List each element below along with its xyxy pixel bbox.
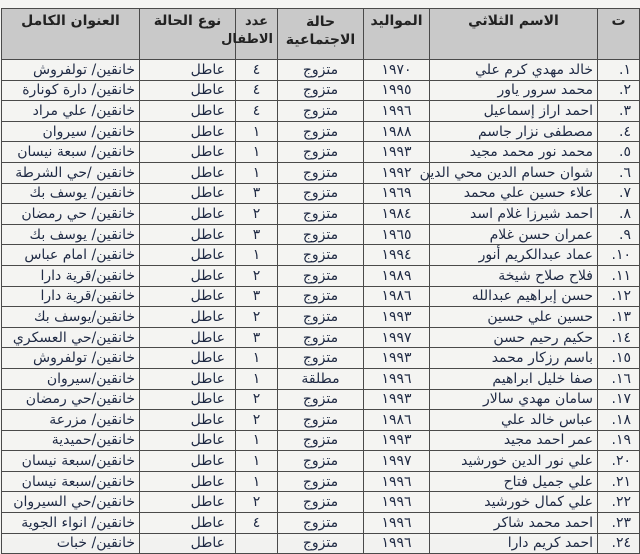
full-address-cell: خانقين/ سيروان — [2, 121, 140, 142]
table-row — [2, 162, 640, 183]
row-number-cell: ١٠. — [598, 245, 640, 266]
children-count-cell: ١ — [236, 245, 278, 266]
marital-status-cell: متزوج — [278, 410, 364, 431]
children-count-cell: ١ — [236, 471, 278, 492]
employment-status-cell: عاطل — [140, 60, 236, 81]
children-count-cell: ٤ — [236, 60, 278, 81]
full-name-cell: سامان مهدي سالار — [430, 389, 598, 410]
table-row — [2, 389, 640, 410]
header-status: نوع الحالة — [140, 9, 236, 60]
full-name-cell: حسين علي حسين — [430, 307, 598, 328]
table-row — [2, 142, 640, 163]
table-row — [2, 286, 640, 307]
marital-status-cell: متزوج — [278, 389, 364, 410]
employment-status-cell: عاطل — [140, 307, 236, 328]
employment-status-cell: عاطل — [140, 451, 236, 472]
table-row — [2, 204, 640, 225]
full-address-cell: خانقين/يوسف بك — [2, 307, 140, 328]
table-row — [2, 307, 640, 328]
full-address-cell: خانقين/ علي مراد — [2, 101, 140, 122]
full-address-cell: خانقين/حميدية — [2, 430, 140, 451]
full-address-cell: خانقين/سيروان — [2, 368, 140, 389]
row-number-cell: ٢٠. — [598, 451, 640, 472]
header-num: ت — [598, 9, 640, 60]
birth-year-cell: ١٩٧٠ — [364, 60, 430, 81]
row-number-cell: ١٧. — [598, 389, 640, 410]
header-birth: المواليد — [364, 9, 430, 60]
marital-status-cell: متزوج — [278, 286, 364, 307]
employment-status-cell: عاطل — [140, 492, 236, 513]
marital-status-cell: متزوج — [278, 121, 364, 142]
marital-status-cell: متزوج — [278, 307, 364, 328]
marital-status-cell: متزوج — [278, 451, 364, 472]
full-name-cell: احمد شيرزا غلام اسد — [430, 204, 598, 225]
table-row — [2, 533, 640, 554]
children-count-cell: ٣ — [236, 286, 278, 307]
birth-year-cell: ١٩٦٩ — [364, 183, 430, 204]
table-row — [2, 492, 640, 513]
employment-status-cell: عاطل — [140, 183, 236, 204]
birth-year-cell: ١٩٨٨ — [364, 121, 430, 142]
marital-status-cell: متزوج — [278, 348, 364, 369]
employment-status-cell: عاطل — [140, 162, 236, 183]
table-row — [2, 60, 640, 81]
children-count-cell: ٣ — [236, 327, 278, 348]
marital-status-cell: متزوج — [278, 60, 364, 81]
table-row — [2, 451, 640, 472]
table-row — [2, 513, 640, 534]
employment-status-cell: عاطل — [140, 533, 236, 554]
row-number-cell: ٥. — [598, 142, 640, 163]
full-address-cell: خانقين/قرية دارا — [2, 286, 140, 307]
employment-status-cell: عاطل — [140, 410, 236, 431]
row-number-cell: ٤. — [598, 121, 640, 142]
birth-year-cell: ١٩٩٣ — [364, 389, 430, 410]
children-count-cell: ٢ — [236, 492, 278, 513]
employment-status-cell: عاطل — [140, 204, 236, 225]
employment-status-cell: عاطل — [140, 368, 236, 389]
row-number-cell: ١٦. — [598, 368, 640, 389]
row-number-cell: ٢٢. — [598, 492, 640, 513]
full-address-cell: خانقين /حي الشرطة — [2, 162, 140, 183]
full-name-cell: حكيم رحيم حسن — [430, 327, 598, 348]
table-row — [2, 101, 640, 122]
birth-year-cell: ١٩٨٦ — [364, 286, 430, 307]
row-number-cell: ٦. — [598, 162, 640, 183]
table-row — [2, 265, 640, 286]
marital-status-cell: متزوج — [278, 265, 364, 286]
birth-year-cell: ١٩٩٦ — [364, 471, 430, 492]
full-address-cell: خانقين/ امام عباس — [2, 245, 140, 266]
full-name-cell: عمر احمد مجيد — [430, 430, 598, 451]
header-social: حالة الاجتماعية — [278, 9, 364, 60]
beneficiaries-table — [1, 8, 640, 554]
full-address-cell: خانقين/ تولفروش — [2, 60, 140, 81]
children-count-cell: ٢ — [236, 265, 278, 286]
children-count-cell: ١ — [236, 142, 278, 163]
birth-year-cell: ١٩٩٦ — [364, 368, 430, 389]
full-address-cell: خانقين/ سبعة نيسان — [2, 142, 140, 163]
birth-year-cell: ١٩٩٣ — [364, 348, 430, 369]
marital-status-cell: متزوج — [278, 204, 364, 225]
employment-status-cell: عاطل — [140, 224, 236, 245]
marital-status-cell: متزوج — [278, 245, 364, 266]
full-address-cell: خانقين/ يوسف بك — [2, 183, 140, 204]
marital-status-cell: متزوج — [278, 513, 364, 534]
birth-year-cell: ١٩٩٦ — [364, 101, 430, 122]
employment-status-cell: عاطل — [140, 430, 236, 451]
full-name-cell: خالد مهدي كرم علي — [430, 60, 598, 81]
children-count-cell: ٣ — [236, 183, 278, 204]
children-count-cell: ١ — [236, 121, 278, 142]
table-row — [2, 471, 640, 492]
row-number-cell: ١٥. — [598, 348, 640, 369]
marital-status-cell: متزوج — [278, 224, 364, 245]
full-name-cell: علي جميل فتاح — [430, 471, 598, 492]
children-count-cell: ٤ — [236, 513, 278, 534]
full-address-cell: خانقين/سبعة نيسان — [2, 451, 140, 472]
marital-status-cell: متزوج — [278, 142, 364, 163]
full-address-cell: خانقين/ تولفروش — [2, 348, 140, 369]
full-address-cell: خانقين/حي العسكري — [2, 327, 140, 348]
employment-status-cell: عاطل — [140, 245, 236, 266]
row-number-cell: ٢. — [598, 80, 640, 101]
children-count-cell: ٤ — [236, 80, 278, 101]
header-address: العنوان الكامل — [2, 9, 140, 60]
row-number-cell: ٣. — [598, 101, 640, 122]
full-address-cell: خانقين/ انواء الجوية — [2, 513, 140, 534]
birth-year-cell: ١٩٩٥ — [364, 80, 430, 101]
marital-status-cell: متزوج — [278, 101, 364, 122]
table-row — [2, 348, 640, 369]
table-row — [2, 80, 640, 101]
full-address-cell: خانقين/ خبات — [2, 533, 140, 554]
birth-year-cell: ١٩٩٣ — [364, 430, 430, 451]
birth-year-cell: ١٩٨٦ — [364, 410, 430, 431]
birth-year-cell: ١٩٩٤ — [364, 245, 430, 266]
children-count-cell: ١ — [236, 451, 278, 472]
row-number-cell: ١. — [598, 60, 640, 81]
full-name-cell: احمد اراز إسماعيل — [430, 101, 598, 122]
full-name-cell: محمد سرور ياور — [430, 80, 598, 101]
table-header-row — [2, 9, 640, 60]
marital-status-cell: متزوج — [278, 327, 364, 348]
full-name-cell: مصطفى نزار جاسم — [430, 121, 598, 142]
children-count-cell: ٢ — [236, 307, 278, 328]
children-count-cell: ٢ — [236, 389, 278, 410]
birth-year-cell: ١٩٩٢ — [364, 162, 430, 183]
row-number-cell: ٩. — [598, 224, 640, 245]
marital-status-cell: متزوج — [278, 162, 364, 183]
employment-status-cell: عاطل — [140, 80, 236, 101]
children-count-cell: ١ — [236, 162, 278, 183]
table-row — [2, 410, 640, 431]
children-count-cell: ١ — [236, 348, 278, 369]
birth-year-cell: ١٩٩٦ — [364, 533, 430, 554]
children-count-cell: ١ — [236, 430, 278, 451]
children-count-cell: ٣ — [236, 224, 278, 245]
header-kids: عدد الاطفال — [236, 9, 278, 60]
full-name-cell: عباس خالد علي — [430, 410, 598, 431]
marital-status-cell: متزوج — [278, 80, 364, 101]
row-number-cell: ١٨. — [598, 410, 640, 431]
birth-year-cell: ١٩٩٧ — [364, 327, 430, 348]
full-address-cell: خانقين/ مزرعة — [2, 410, 140, 431]
full-address-cell: خانقين/قرية دارا — [2, 265, 140, 286]
birth-year-cell: ١٩٩٣ — [364, 307, 430, 328]
full-address-cell: خانقين/ دارة كونارة — [2, 80, 140, 101]
employment-status-cell: عاطل — [140, 327, 236, 348]
table-row — [2, 224, 640, 245]
children-count-cell: ١ — [236, 368, 278, 389]
table-row — [2, 245, 640, 266]
full-address-cell: خانقين/حي رمضان — [2, 389, 140, 410]
header-name: الاسم الثلاثي — [430, 9, 598, 60]
full-name-cell: عماد عبدالكريم أنور — [430, 245, 598, 266]
row-number-cell: ١٣. — [598, 307, 640, 328]
full-name-cell: باسم رزكار محمد — [430, 348, 598, 369]
row-number-cell: ١٩. — [598, 430, 640, 451]
row-number-cell: ١٢. — [598, 286, 640, 307]
employment-status-cell: عاطل — [140, 389, 236, 410]
full-name-cell: محمد نور محمد مجيد — [430, 142, 598, 163]
full-address-cell: خانقين/سبعة نيسان — [2, 471, 140, 492]
row-number-cell: ٨. — [598, 204, 640, 225]
employment-status-cell: عاطل — [140, 121, 236, 142]
table-row — [2, 121, 640, 142]
marital-status-cell: متزوج — [278, 533, 364, 554]
birth-year-cell: ١٩٨٩ — [364, 265, 430, 286]
marital-status-cell: متزوج — [278, 492, 364, 513]
row-number-cell: ١١. — [598, 265, 640, 286]
full-name-cell: علي نور الدين خورشيد — [430, 451, 598, 472]
table-row — [2, 368, 640, 389]
employment-status-cell: عاطل — [140, 101, 236, 122]
full-address-cell: خانقين/ يوسف بك — [2, 224, 140, 245]
row-number-cell: ٢١. — [598, 471, 640, 492]
full-name-cell: شوان حسام الدين محي الدين — [430, 162, 598, 183]
children-count-cell: ٤ — [236, 101, 278, 122]
full-address-cell: خانقين/ حي رمضان — [2, 204, 140, 225]
employment-status-cell: عاطل — [140, 142, 236, 163]
marital-status-cell: متزوج — [278, 471, 364, 492]
birth-year-cell: ١٩٩٧ — [364, 451, 430, 472]
table-row — [2, 327, 640, 348]
birth-year-cell: ١٩٦٥ — [364, 224, 430, 245]
row-number-cell: ٧. — [598, 183, 640, 204]
row-number-cell: ٢٣. — [598, 513, 640, 534]
row-number-cell: ٢٤. — [598, 533, 640, 554]
birth-year-cell: ١٩٩٦ — [364, 492, 430, 513]
full-name-cell: فلاح صلاح شيخة — [430, 265, 598, 286]
marital-status-cell: مطلقة — [278, 368, 364, 389]
employment-status-cell: عاطل — [140, 471, 236, 492]
children-count-cell: ٢ — [236, 410, 278, 431]
birth-year-cell: ١٩٨٤ — [364, 204, 430, 225]
marital-status-cell: متزوج — [278, 183, 364, 204]
full-name-cell: صفا خليل ابراهيم — [430, 368, 598, 389]
full-name-cell: عمران حسن غلام — [430, 224, 598, 245]
full-name-cell: حسن إبراهيم عبدالله — [430, 286, 598, 307]
full-address-cell: خانقين/حي السيروان — [2, 492, 140, 513]
birth-year-cell: ١٩٩٦ — [364, 513, 430, 534]
full-name-cell: احمد محمد شاكر — [430, 513, 598, 534]
employment-status-cell: عاطل — [140, 286, 236, 307]
children-count-cell — [236, 533, 278, 554]
full-name-cell: احمد كريم دارا — [430, 533, 598, 554]
full-name-cell: علي كمال خورشيد — [430, 492, 598, 513]
children-count-cell: ٢ — [236, 204, 278, 225]
table-row — [2, 430, 640, 451]
employment-status-cell: عاطل — [140, 513, 236, 534]
table-row — [2, 183, 640, 204]
employment-status-cell: عاطل — [140, 348, 236, 369]
birth-year-cell: ١٩٩٣ — [364, 142, 430, 163]
full-name-cell: علاء حسين علي محمد — [430, 183, 598, 204]
employment-status-cell: عاطل — [140, 265, 236, 286]
row-number-cell: ١٤. — [598, 327, 640, 348]
marital-status-cell: متزوج — [278, 430, 364, 451]
